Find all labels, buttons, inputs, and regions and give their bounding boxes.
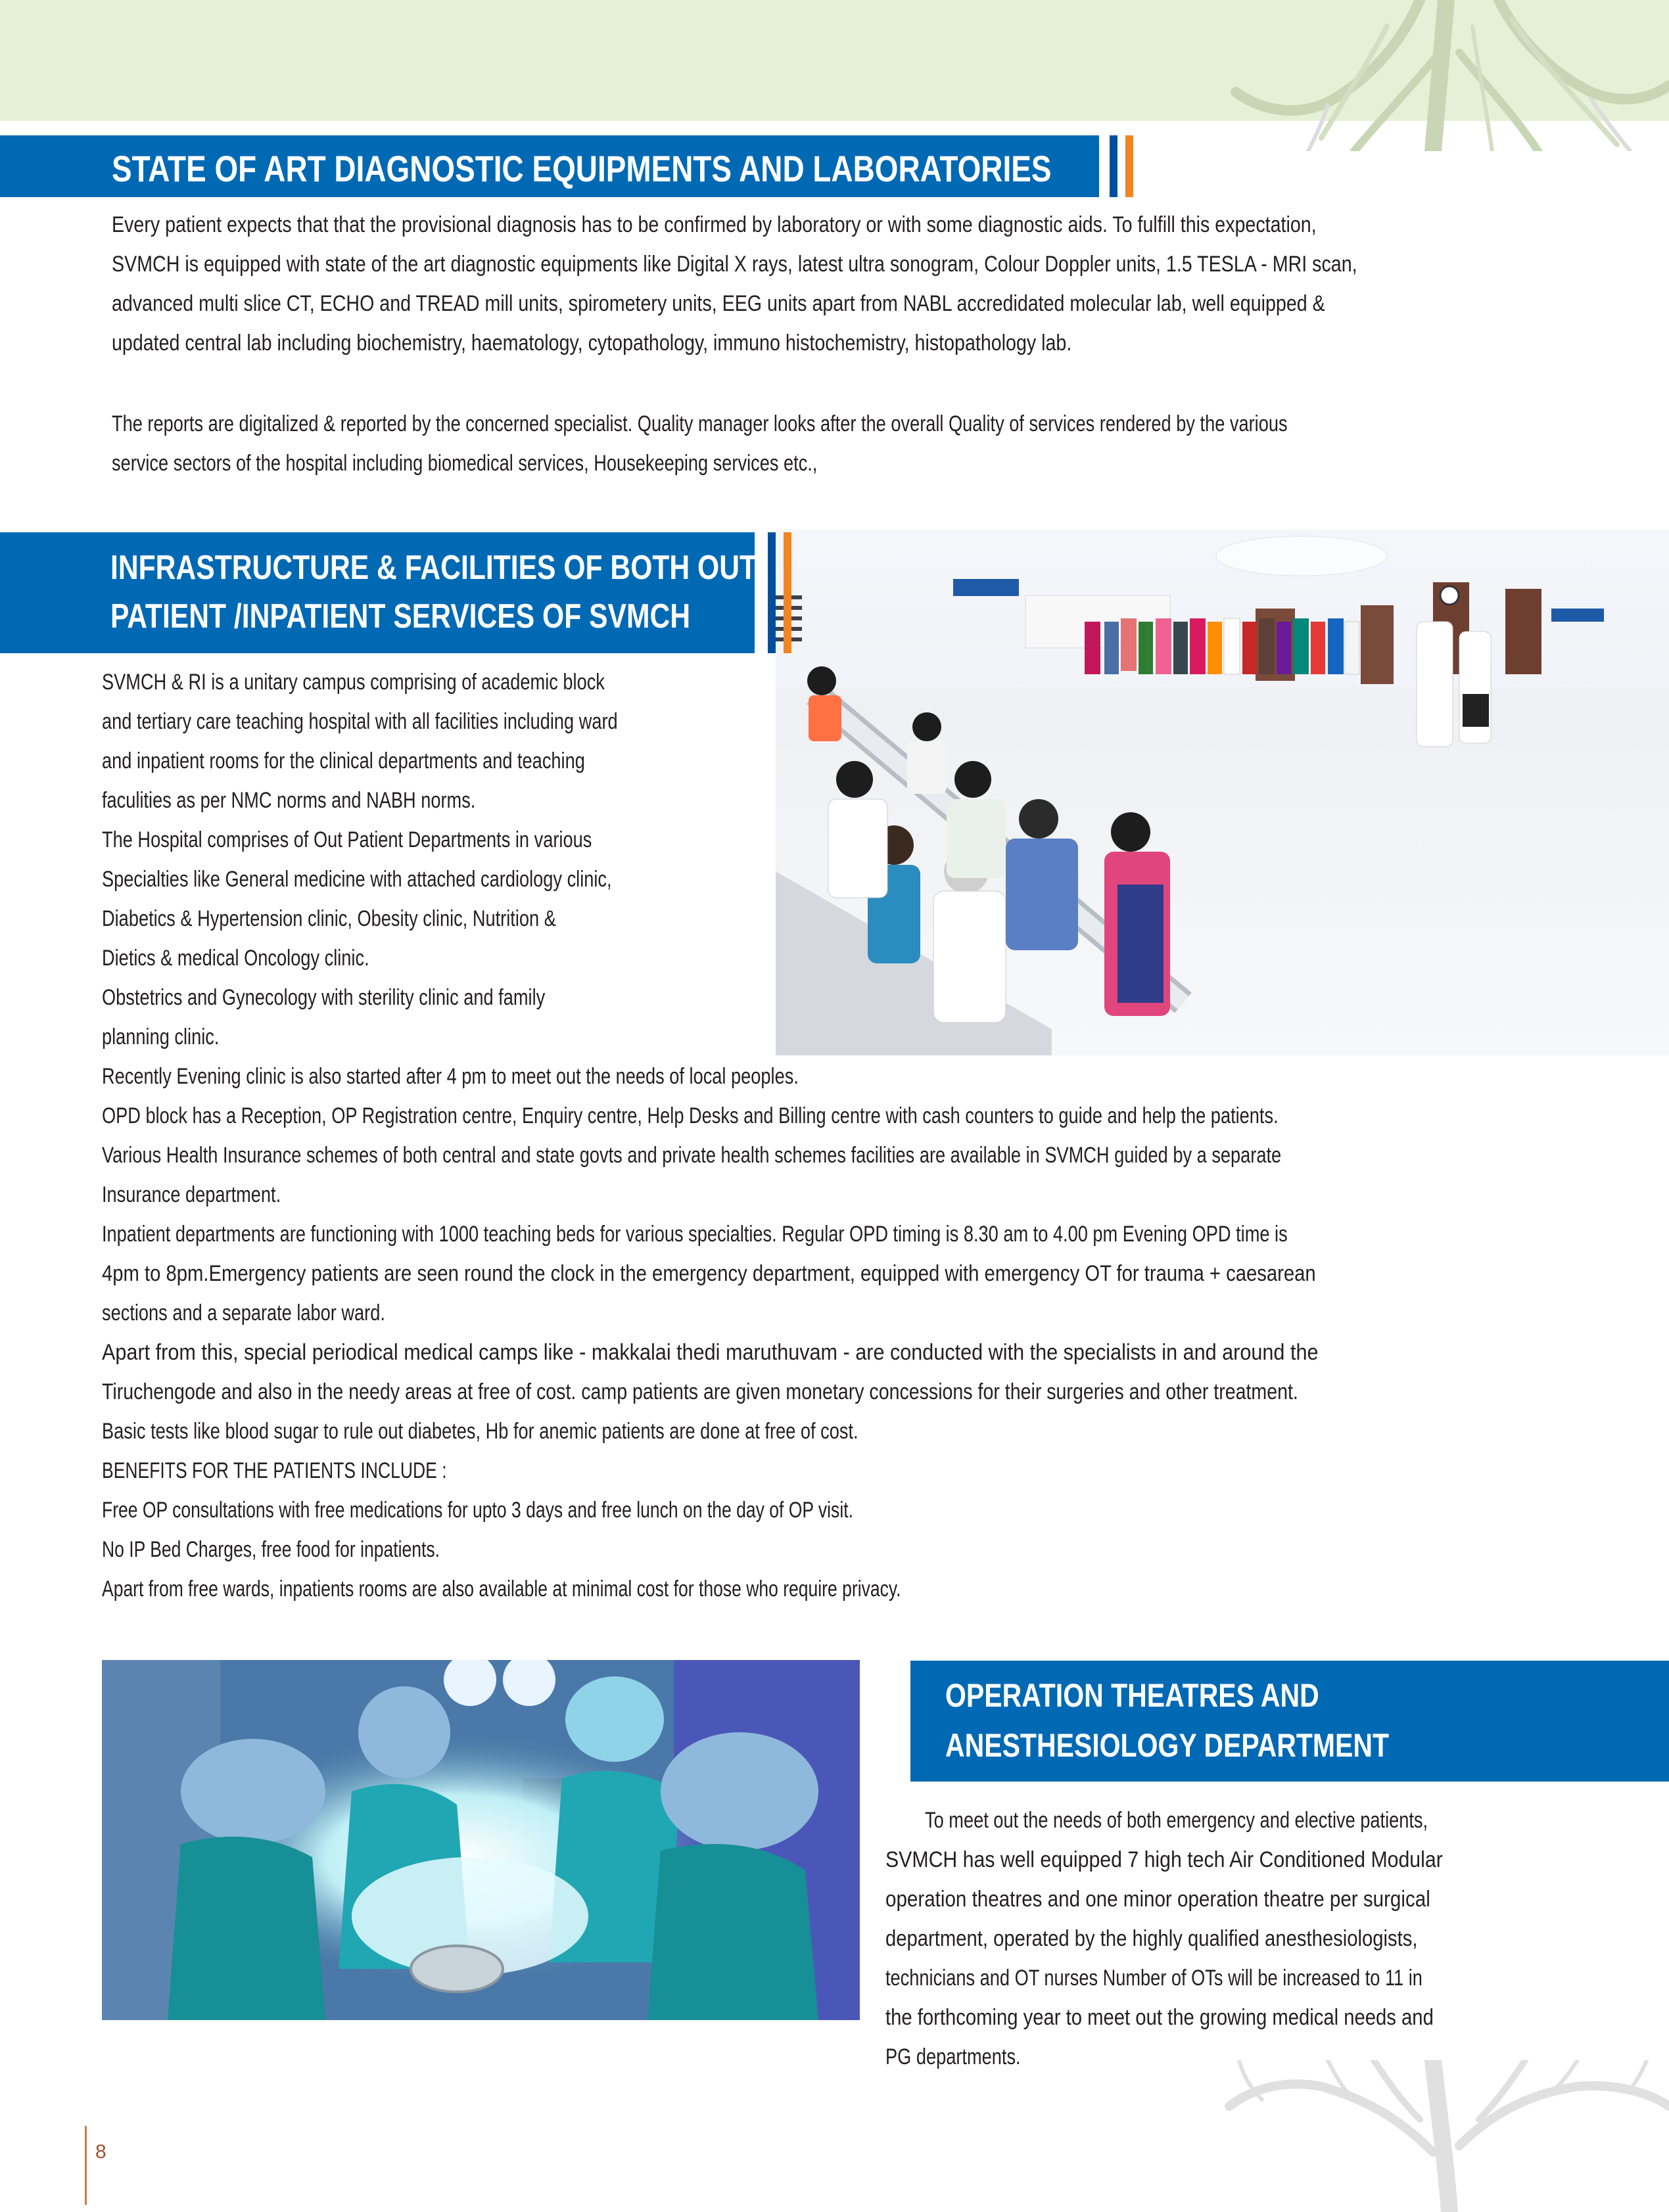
text-line: the forthcoming year to meet out the growing medical needs and	[885, 2005, 1434, 2030]
text-line: 4pm to 8pm.Emergency patients are seen round the clock in the emergency department, equipped with emergency OT for trauma + caesarean	[102, 1261, 1316, 1286]
text-line: SVMCH & RI is a unitary campus comprising of academic block	[102, 670, 605, 695]
infrastructure-intro-text	[102, 662, 747, 1057]
section-banner-infrastructure	[0, 532, 755, 653]
benefit-item: Free OP consultations with free medications for upto 3 days and free lunch on the day of OP visit.	[102, 1498, 853, 1523]
text-line: Dietics & medical Oncology clinic.	[102, 946, 369, 971]
section-banner-diagnostics	[0, 135, 1099, 197]
text-line: Specialties like General medicine with attached cardiology clinic,	[102, 867, 612, 892]
text-line: and tertiary care teaching hospital with all facilities including ward	[102, 709, 618, 734]
section-title-diagnostics: STATE OF ART DIAGNOSTIC EQUIPMENTS AND LABORATORIES	[112, 148, 1052, 189]
text-line: Recently Evening clinic is also started after 4 pm to meet out the needs of local peoples.	[102, 1064, 799, 1089]
text-line: faculities as per NMC norms and NABH norms.	[102, 788, 476, 813]
section-banner-operation-theatres	[910, 1661, 1669, 1782]
text-line: Obstetrics and Gynecology with sterility clinic and family	[102, 985, 546, 1010]
accent-bar-blue	[1110, 135, 1117, 197]
text-line: OPD block has a Reception, OP Registration centre, Enquiry centre, Help Desks and Billing centre with cash counters to guide and help the patients.	[102, 1103, 1279, 1128]
text-line: SVMCH has well equipped 7 high tech Air Conditioned Modular	[885, 1847, 1443, 1872]
text-line: updated central lab including biochemistry, haematology, cytopathology, immuno histochemistry, histopathology lab.	[112, 331, 1072, 356]
diagnostics-paragraph-1	[112, 205, 1591, 363]
operation-theatres-text	[885, 1801, 1557, 2077]
text-line: Every patient expects that that the provisional diagnosis has to be confirmed by laboratory or with some diagnostic aids. To fulfill this expectation,	[112, 212, 1317, 237]
footer-rule	[85, 2126, 87, 2205]
hospital-waiting-hall-photo	[776, 530, 1669, 1055]
tree-roots-watermark-icon	[1223, 0, 1669, 151]
accent-bar-blue	[768, 532, 776, 653]
text-line: SVMCH is equipped with state of the art diagnostic equipments like Digital X rays, latest ultra sonogram, Colour Doppler units, 1.5 TESLA - MRI scan,	[112, 252, 1357, 277]
section-title-ot-line2: ANESTHESIOLOGY DEPARTMENT	[945, 1727, 1390, 1764]
text-line: To meet out the needs of both emergency and elective patients,	[925, 1808, 1428, 1833]
text-line: PG departments.	[885, 2044, 1021, 2069]
text-line: and inpatient rooms for the clinical departments and teaching	[102, 749, 585, 773]
operation-theatre-photo	[102, 1660, 860, 2020]
diagnostics-paragraph-2	[112, 404, 1582, 483]
text-line: Basic tests like blood sugar to rule out diabetes, Hb for anemic patients are done at free of cost.	[102, 1419, 858, 1444]
page-number: 8	[95, 2141, 106, 2163]
section-title-infrastructure-line2: PATIENT /INPATIENT SERVICES OF SVMCH	[110, 597, 691, 635]
accent-bar-orange	[784, 532, 791, 653]
benefit-item: No IP Bed Charges, free food for inpatients.	[102, 1537, 440, 1562]
section-title-ot-line1: OPERATION THEATRES AND	[945, 1677, 1319, 1714]
text-line: sections and a separate labor ward.	[102, 1301, 385, 1325]
section-title-infrastructure-line1: INFRASTRUCTURE & FACILITIES OF BOTH OUT	[110, 549, 757, 587]
text-line: Diabetics & Hypertension clinic, Obesity clinic, Nutrition &	[102, 906, 556, 931]
tree-roots-watermark-icon	[1223, 2060, 1669, 2212]
text-line: The Hospital comprises of Out Patient Departments in various	[102, 827, 592, 852]
text-line: Inpatient departments are functioning with 1000 teaching beds for various specialties. Regular OPD timing is 8.30 am to 4.00 pm Evening OPD time is	[102, 1222, 1288, 1247]
text-line: service sectors of the hospital including biomedical services, Housekeeping services etc.,	[112, 451, 818, 476]
text-line: planning clinic.	[102, 1025, 220, 1049]
infrastructure-details-text	[102, 1057, 1584, 1609]
text-line: The reports are digitalized & reported by the concerned specialist. Quality manager looks after the overall Quality of services rendered by the various	[112, 411, 1288, 436]
text-line: department, operated by the highly qualified anesthesiologists,	[885, 1926, 1418, 1951]
text-line: Various Health Insurance schemes of both central and state govts and private health schemes facilities are available in SVMCH guided by a separate	[102, 1143, 1282, 1168]
text-line: operation theatres and one minor operation theatre per surgical	[885, 1887, 1430, 1912]
text-line: advanced multi slice CT, ECHO and TREAD mill units, spirometery units, EEG units apart from NABL accredidated molecular lab, well equipped &	[112, 291, 1325, 316]
text-line: Tiruchengode and also in the needy areas at free of cost. camp patients are given monetary concessions for their surgeries and other treatment.	[102, 1379, 1298, 1404]
benefits-heading: BENEFITS FOR THE PATIENTS INCLUDE :	[102, 1458, 447, 1483]
accent-bar-orange	[1125, 135, 1133, 197]
text-line: technicians and OT nurses Number of OTs will be increased to 11 in	[885, 1966, 1422, 1991]
benefit-item: Apart from free wards, inpatients rooms are also available at minimal cost for those who require privacy.	[102, 1577, 901, 1601]
text-line: Apart from this, special periodical medical camps like - makkalai thedi maruthuvam - are conducted with the specialists in and around the	[102, 1340, 1319, 1365]
text-line: Insurance department.	[102, 1182, 281, 1207]
